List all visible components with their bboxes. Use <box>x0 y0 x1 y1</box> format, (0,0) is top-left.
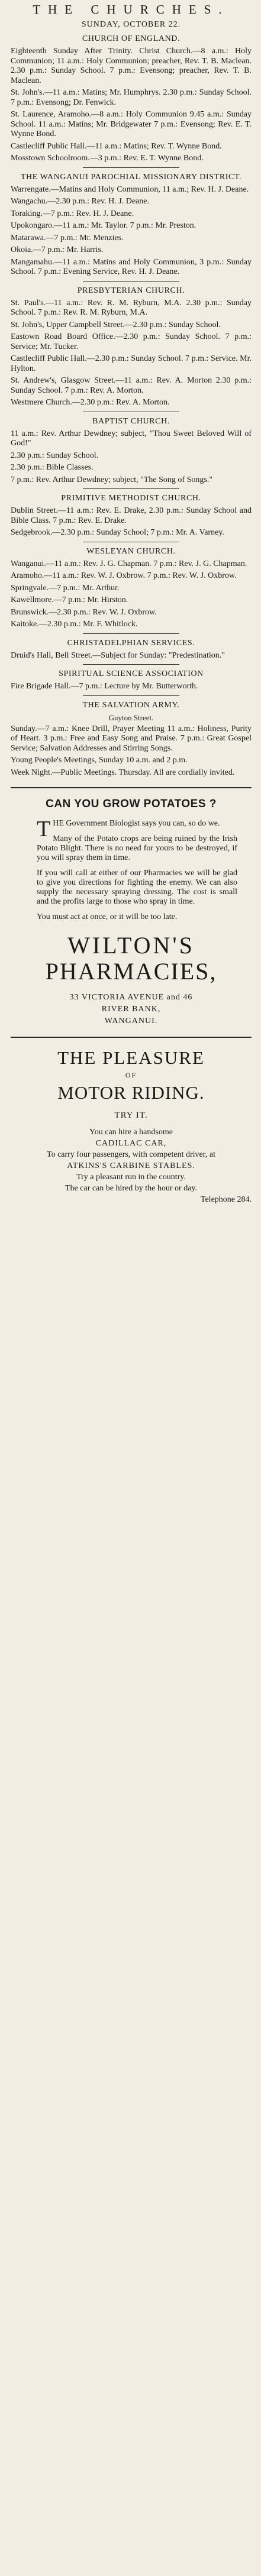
divider <box>83 664 179 665</box>
church-entry: Mosstown Schoolroom.—3 p.m.: Rev. E. T. Wynne Bond. <box>11 154 204 163</box>
church-entry: 7 p.m.: Rev. Arthur Dewdney; subject, "The Song of Songs." <box>11 475 213 484</box>
motor-ad-line: Try a pleasant run in the country. <box>76 1173 186 1182</box>
divider <box>83 488 179 489</box>
firm-address: WANGANUI. <box>104 1017 158 1025</box>
motor-ad-headline: THE PLEASURE <box>57 1047 205 1068</box>
church-entry: Springvale.—7 p.m.: Mr. Arthur. <box>11 583 120 593</box>
church-entry: 2.30 p.m.: Bible Classes. <box>11 463 94 472</box>
church-entry: Toraking.—7 p.m.: Rev. H. J. Deane. <box>11 209 134 218</box>
church-entry: Brunswick.—2.30 p.m.: Rev. W. J. Oxbrow. <box>11 607 157 617</box>
section-heading-baptist: BAPTIST CHURCH. <box>92 416 170 426</box>
section-heading-spiritual-science: SPIRITUAL SCIENCE ASSOCIATION <box>59 669 204 678</box>
potatoes-ad-heading: CAN YOU GROW POTATOES ? <box>46 798 217 810</box>
church-entry: Warrengate.—Matins and Holy Communion, 11 a.m.; Rev. H. J. Deane. <box>11 185 249 194</box>
divider <box>83 633 179 634</box>
drop-cap: T <box>37 817 51 842</box>
motor-ad-line: You can hire a handsome <box>89 1128 173 1137</box>
service-date: SUNDAY, OCTOBER 22. <box>81 20 181 29</box>
church-entry: Castlecliff Public Hall.—11 a.m.: Matins; Rev. T. Wynne Bond. <box>11 141 222 151</box>
potatoes-ad-paragraph: THE Government Biologist says you can, so do we. <box>37 817 220 842</box>
firm-name: WILTON'S <box>67 932 195 959</box>
firm-address: RIVER BANK, <box>101 1005 161 1014</box>
motor-ad-of: OF <box>125 1071 137 1079</box>
motor-ad-line: The car can be hired by the hour or day. <box>65 1184 197 1193</box>
motor-ad-stables: ATKINS'S CARBINE STABLES. <box>67 1161 195 1170</box>
firm-name-pharmacies: PHARMACIES, <box>45 958 217 985</box>
church-entry: Sedgebrook.—2.30 p.m.: Sunday School; 7 p.m.: Mr. A. Varney. <box>11 528 224 537</box>
motor-ad-headline-2: MOTOR RIDING. <box>57 1082 205 1103</box>
church-entry: Eighteenth Sunday After Trinity. Christ Church.—8 a.m.: Holy Communion; 11 a.m.: Holy Communion; preacher, Rev. T. B. Maclean. 2.30 p.m.: Sunday School. 7 p.m.: Evensong; preacher, Rev. T. B. Maclean. <box>11 47 252 85</box>
divider <box>83 695 179 696</box>
motor-ad-telephone: Telephone 284. <box>200 1195 252 1204</box>
church-entry: St. John's.—11 a.m.: Matins; Mr. Humphrys. 2.30 p.m.: Sunday School. 7 p.m.: Evensong; Dr. Fenwick. <box>11 88 252 107</box>
potatoes-ad-paragraph: If you will call at either of our Pharmacies we will be glad to give you directions for fighting the enemy. We can also supply the necessary spraying dressing. The cost is small and the profits large to those who spray in time. <box>37 869 237 906</box>
church-entry: St. Paul's.—11 a.m.: Rev. R. M. Ryburn, M.A. 2.30 p.m.: Sunday School. 7 p.m.: Rev. R. M. Ryburn, M.A. <box>11 298 252 317</box>
church-entry: Matarawa.—7 p.m.: Mr. Menzies. <box>11 233 124 242</box>
church-entry: Okoia.—7 p.m.: Mr. Harris. <box>11 245 104 254</box>
motor-ad-car: CADILLAC CAR, <box>95 1139 167 1148</box>
church-entry: Eastown Road Board Office.—2.30 p.m.: Sunday School. 7 p.m.: Service; Mr. Tucker. <box>11 332 252 351</box>
church-entry: Fire Brigade Hall.—7 p.m.: Lecture by Mr. Butterworth. <box>11 682 198 691</box>
church-entry: Kawellmore.—7 p.m.: Mr. Hirston. <box>11 596 128 604</box>
church-entry: St. John's, Upper Campbell Street.—2.30 p.m.: Sunday School. <box>11 320 221 329</box>
church-entry: Wanganui.—11 a.m.: Rev. J. G. Chapman. 7 p.m.: Rev. J. G. Chapman. <box>11 559 247 568</box>
church-entry: St. Laurence, Aramoho.—8 a.m.: Holy Communion 9.45 a.m.: Sunday School. 11 a.m.: Matins; Mr. Bridgewater 7 p.m.: Evensong; Rev. E. T. Wynne Bond. <box>11 110 252 138</box>
church-entry: Castlecliff Public Hall.—2.30 p.m.: Sunday School. 7 p.m.: Service. Mr. Hylton. <box>11 354 252 373</box>
motor-ad-line: To carry four passengers, with competent driver, at <box>47 1150 215 1159</box>
section-heading-presbyterian: PRESBYTERIAN CHURCH. <box>77 286 185 295</box>
motor-ad-try: TRY IT. <box>114 1111 148 1120</box>
firm-address: 33 VICTORIA AVENUE and 46 <box>69 993 193 1002</box>
ad-divider <box>11 1037 252 1038</box>
section-heading-church-of-england: CHURCH OF ENGLAND. <box>82 34 181 43</box>
church-entry: Sunday.—7 a.m.: Knee Drill, Prayer Meeting 11 a.m.: Holiness, Purity of Heart. 3 p.m.: Free and Easy Song and Praise. 7 p.m.: Great Gospel Service; Salvation Addresses and Stirring Songs. <box>11 724 252 753</box>
church-entry: 2.30 p.m.: Sunday School. <box>11 451 99 460</box>
church-entry: Upokongaro.—11 a.m.: Mr. Taylor. 7 p.m.: Mr. Preston. <box>11 221 196 230</box>
salvation-army-location: Guyton Street. <box>108 713 154 722</box>
section-heading-primitive-methodist: PRIMITIVE METHODIST CHURCH. <box>61 494 201 503</box>
divider <box>83 167 179 168</box>
church-entry: Kaitoke.—2.30 p.m.: Mr. F. Whitlock. <box>11 620 138 629</box>
church-entry: Wangachu.—2.30 p.m.: Rev. H. J. Deane. <box>11 197 149 206</box>
church-entry: Westmere Church.—2.30 p.m.: Rev. A. Morton. <box>11 398 170 407</box>
church-entry: Dublin Street.—11 a.m.: Rev. E. Drake, 2.30 p.m.: Sunday School and Bible Class. 7 p.m.: Rev. E. Drake. <box>11 506 252 525</box>
church-entry: Mangamahu.—11 a.m.: Matins and Holy Communion, 3 p.m.: Sunday School. 7 p.m.: Evening Service, Rev. H. J. Deane. <box>11 257 252 276</box>
section-heading-salvation-army: THE SALVATION ARMY. <box>82 700 180 710</box>
church-entry: Aramoho.—11 a.m.: Rev. W. J. Oxbrow. 7 p.m.: Rev. W. J. Oxbrow. <box>11 571 237 580</box>
church-entry: Druid's Hall, Bell Street.—Subject for Sunday: "Predestination." <box>11 651 225 660</box>
section-heading-christadelphian: CHRISTADELPHIAN SERVICES. <box>67 638 195 648</box>
church-entry: Week Night.—Public Meetings. Thursday. All are cordially invited. <box>11 768 235 777</box>
section-heading-wesleyan: WESLEYAN CHURCH. <box>86 546 176 556</box>
church-entry: Young People's Meetings, Sunday 10 a.m. and 2 p.m. <box>11 756 188 765</box>
potatoes-ad-paragraph: Many of the Potato crops are being ruined by the Irish Potato Blight. There is no need for yours to be destroyed, if you will spray them in time. <box>37 834 237 862</box>
potatoes-ad-paragraph: You must act at once, or it will be too late. <box>37 912 178 921</box>
section-heading-parochial-missionary: THE WANGANUI PAROCHIAL MISSIONARY DISTRICT. <box>20 172 242 182</box>
church-entry: 11 a.m.: Rev. Arthur Dewdney; subject, "Thou Sweet Beloved Will of God!" <box>11 429 252 448</box>
potatoes-ad-body <box>11 819 252 922</box>
churches-title: THE CHURCHES. <box>33 2 230 17</box>
church-entry: St. Andrew's, Glasgow Street.—11 a.m.: Rev. A. Morton 2.30 p.m.: Sunday School. 7 p.m.: Rev. A. Morton. <box>11 376 252 395</box>
column-divider <box>11 787 252 788</box>
